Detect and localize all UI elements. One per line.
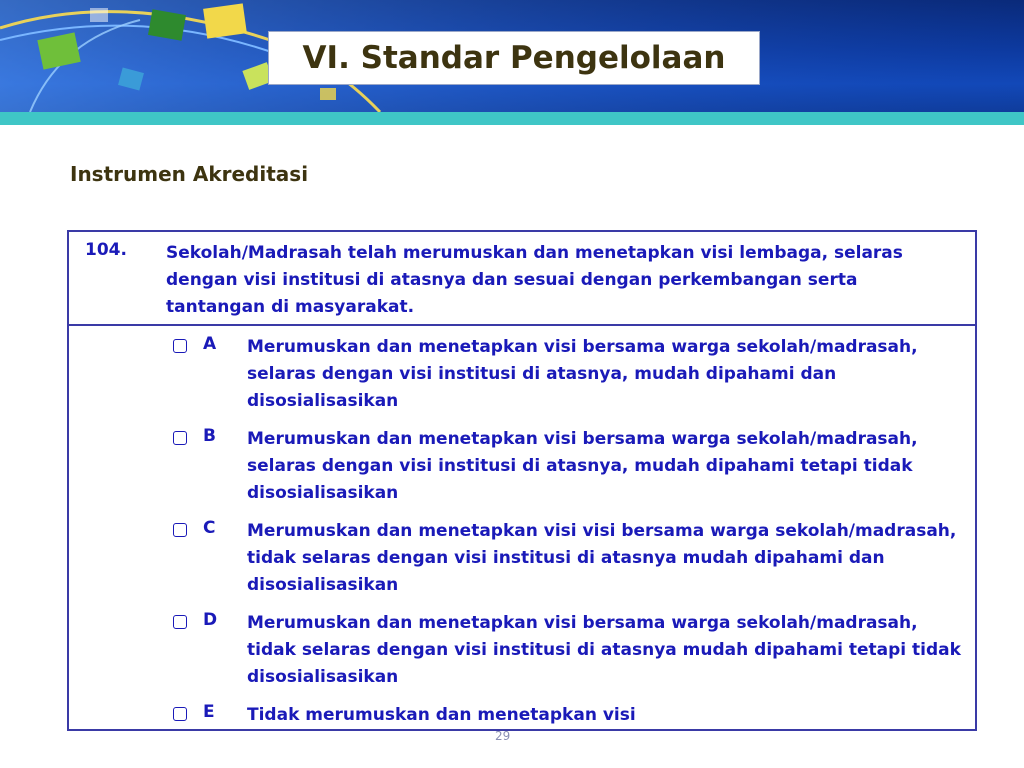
section-heading: Instrumen Akreditasi	[70, 162, 309, 186]
question-text: Sekolah/Madrasah telah merumuskan dan menetapkan visi lembaga, selaras dengan visi institusi di atasnya dan sesuai dengan perkembangan serta tantangan di masyarakat.	[166, 243, 903, 317]
checkbox-icon[interactable]	[173, 615, 187, 629]
checkbox-icon[interactable]	[173, 523, 187, 537]
slide-title: VI. Standar Pengelolaan	[268, 31, 760, 85]
option-letter: C	[203, 518, 216, 538]
instrument-table	[67, 230, 977, 731]
option-letter: B	[203, 426, 216, 446]
page-number: 29	[495, 729, 511, 743]
option-letter: E	[203, 702, 215, 722]
checkbox-icon[interactable]	[173, 431, 187, 445]
option-text: Tidak merumuskan dan menetapkan visi	[247, 705, 636, 725]
option-letter: D	[203, 610, 218, 630]
question-number: 104.	[85, 240, 127, 260]
option-letter: A	[203, 334, 217, 354]
option-text: Merumuskan dan menetapkan visi bersama warga sekolah/madrasah, selaras dengan visi institusi di atasnya, mudah dipahami tetapi tidak disosialisasikan	[247, 429, 918, 503]
option-text: Merumuskan dan menetapkan visi visi bersama warga sekolah/madrasah, tidak selaras dengan visi institusi di atasnya mudah dipahami dan disosialisasikan	[247, 521, 957, 595]
option-text: Merumuskan dan menetapkan visi bersama warga sekolah/madrasah, tidak selaras dengan visi institusi di atasnya mudah dipahami tetapi tidak disosialisasikan	[247, 613, 961, 687]
accent-bar	[0, 112, 1024, 125]
checkbox-icon[interactable]	[173, 339, 187, 353]
question-row	[69, 232, 975, 326]
checkbox-icon[interactable]	[173, 707, 187, 721]
option-text: Merumuskan dan menetapkan visi bersama warga sekolah/madrasah, selaras dengan visi institusi di atasnya, mudah dipahami dan disosialisasikan	[247, 337, 918, 411]
